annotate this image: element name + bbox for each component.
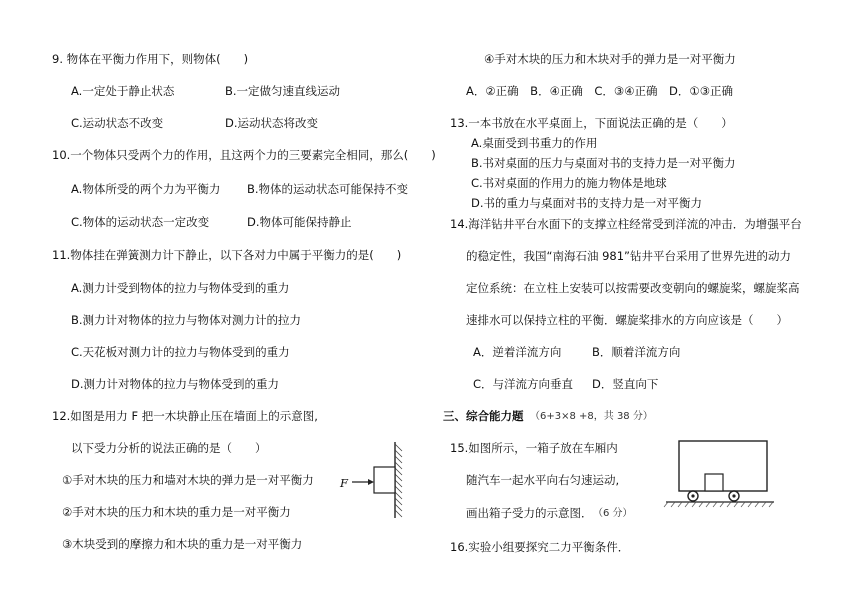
q10-stem: 10.一个物体只受两个力的作用，且这两个力的三要素完全相同，那么( ) [52, 148, 436, 162]
q14-option-d: D．竖直向下 [592, 377, 659, 391]
cargo-box [705, 474, 723, 491]
q14-line-1: 14.海洋钻井平台水面下的支撑立柱经常受到洋流的冲击．为增强平台 [450, 217, 802, 231]
q11-option-c: C.天花板对测力计的拉力与物体受到的重力 [71, 345, 290, 359]
q14-line-3: 定位系统：在立柱上安装可以按需要改变朝向的螺旋桨，螺旋桨高 [466, 281, 800, 295]
wall-hatching [395, 444, 402, 517]
q15-points: （6 分） [593, 508, 633, 519]
q12-statement-3: ③木块受到的摩擦力和木块的重力是一对平衡力 [62, 537, 303, 551]
q12-statement-2: ②手对木块的压力和木块的重力是一对平衡力 [62, 505, 291, 519]
q16-stem: 16.实验小组要探究二力平衡条件． [450, 540, 630, 554]
q13-stem: 13.一本书放在水平桌面上，下面说法正确的是（ ） [450, 116, 733, 130]
q11-option-d: D.测力计对物体的拉力与物体受到的重力 [71, 377, 280, 391]
force-label-f: F [340, 476, 348, 490]
q12-stem-line2: 以下受力分析的说法正确的是（ ） [71, 441, 267, 455]
q15-line-3: 画出箱子受力的示意图． [466, 506, 593, 520]
section-3-score: （6+3×8 +8，共 38 分） [530, 411, 653, 422]
q9-stem: 9. 物体在平衡力作用下，则物体( ) [52, 52, 249, 66]
q13-option-c: C.书对桌面的作用力的施力物体是地球 [471, 176, 667, 190]
q12-statement-1: ①手对木块的压力和墙对木块的弹力是一对平衡力 [62, 473, 314, 487]
wooden-block [374, 467, 395, 493]
ground-hatching [664, 502, 773, 507]
q11-stem: 11.物体挂在弹簧测力计下静止，以下各对力中属于平衡力的是( ) [52, 248, 402, 262]
q12-statement-4: ④手对木块的压力和木块对手的弹力是一对平衡力 [484, 52, 736, 66]
q9-option-b: B.一定做匀速直线运动 [225, 84, 341, 98]
q15-truck-figure [664, 438, 776, 510]
section-3-title: 三、综合能力题 [443, 409, 524, 423]
q14-option-c: C．与洋流方向垂直 [473, 377, 574, 391]
q9-option-c: C.运动状态不改变 [71, 116, 164, 130]
q12-options: A．②正确 B．④正确 C．③④正确 D．①③正确 [466, 84, 733, 98]
q14-option-a: A．逆着洋流方向 [473, 345, 562, 359]
q11-option-b: B.测力计对物体的拉力与物体对测力计的拉力 [71, 313, 302, 327]
q10-option-a: A.物体所受的两个力为平衡力 [71, 182, 221, 196]
q13-option-b: B.书对桌面的压力与桌面对书的支持力是一对平衡力 [471, 156, 736, 170]
q10-option-c: C.物体的运动状态一定改变 [71, 215, 210, 229]
q9-option-a: A.一定处于静止状态 [71, 84, 175, 98]
q14-line-4: 速排水可以保持立柱的平衡．螺旋桨排水的方向应该是（ ） [466, 313, 788, 327]
q14-line-2: 的稳定性，我国“南海石油 981”钻井平台采用了世界先进的动力 [466, 249, 792, 263]
q10-option-b: B.物体的运动状态可能保持不变 [247, 182, 409, 196]
q9-option-d: D.运动状态将改变 [225, 116, 319, 130]
q13-option-d: D.书的重力与桌面对书的支持力是一对平衡力 [471, 196, 703, 210]
q15-line-2: 随汽车一起水平向右匀速运动, [466, 473, 620, 487]
q10-option-d: D.物体可能保持静止 [247, 215, 352, 229]
q13-option-a: A.桌面受到书重力的作用 [471, 136, 598, 150]
force-arrowhead [368, 479, 374, 485]
q15-line-1: 15.如图所示，一箱子放在车厢内 [450, 441, 618, 455]
q14-option-b: B．顺着洋流方向 [592, 345, 681, 359]
q12-stem-line1: 12.如图是用力 F 把一木块静止压在墙面上的示意图, [52, 409, 318, 423]
q11-option-a: A.测力计受到物体的拉力与物体受到的重力 [71, 281, 290, 295]
